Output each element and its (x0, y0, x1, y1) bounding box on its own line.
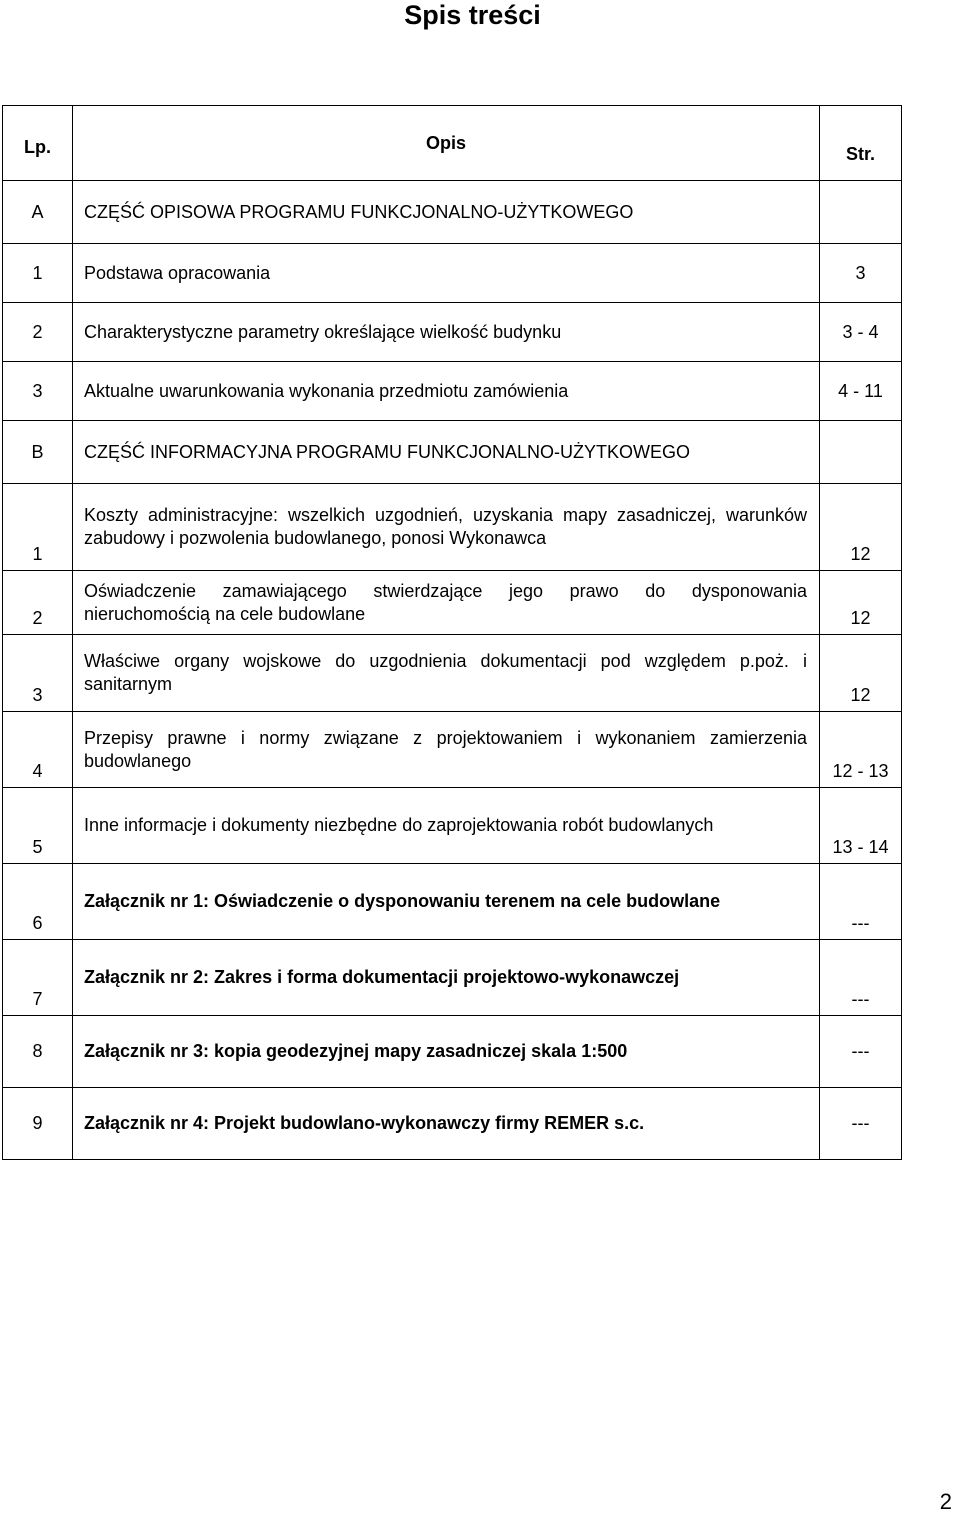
section-b-title: CZĘŚĆ INFORMACYJNA PROGRAMU FUNKCJONALNO-UŻYTKOWEGO (73, 421, 820, 484)
row-lp: 7 (3, 940, 73, 1016)
row-page: 12 - 13 (820, 712, 902, 788)
row-page: 12 (820, 571, 902, 635)
row-description: Oświadczenie zamawiającego stwierdzające jego prawo do dysponowania nieruchomością na cele budowlane (73, 571, 820, 635)
row-page: 3 - 4 (820, 303, 902, 362)
header-opis: Opis (73, 106, 820, 181)
row-lp: 2 (3, 303, 73, 362)
table-row (3, 484, 902, 571)
row-lp: 5 (3, 788, 73, 864)
row-page: 4 - 11 (820, 362, 902, 421)
section-b-lp: B (3, 421, 73, 484)
row-lp: 8 (3, 1016, 73, 1088)
row-lp: 3 (3, 362, 73, 421)
table-row (3, 362, 902, 421)
row-page: 3 (820, 244, 902, 303)
row-page: 13 - 14 (820, 788, 902, 864)
table-header-row (3, 106, 902, 181)
table-row (3, 788, 902, 864)
row-lp: 6 (3, 864, 73, 940)
row-description: Aktualne uwarunkowania wykonania przedmiotu zamówienia (73, 362, 820, 421)
row-description: Przepisy prawne i normy związane z projektowaniem i wykonaniem zamierzenia budowlanego (73, 712, 820, 788)
row-lp: 3 (3, 635, 73, 712)
row-lp: 9 (3, 1088, 73, 1160)
row-description: Podstawa opracowania (73, 244, 820, 303)
section-a-page (820, 181, 902, 244)
header-str: Str. (820, 106, 902, 181)
row-description: Koszty administracyjne: wszelkich uzgodnień, uzyskania mapy zasadniczej, warunków zabudowy i pozwolenia budowlanego, ponosi Wykonawca (73, 484, 820, 571)
row-description: Załącznik nr 1: Oświadczenie o dysponowaniu terenem na cele budowlane (73, 864, 820, 940)
table-row (3, 1016, 902, 1088)
row-description: Właściwe organy wojskowe do uzgodnienia dokumentacji pod względem p.poż. i sanitarnym (73, 635, 820, 712)
page-number: 2 (939, 1489, 952, 1514)
table-row (3, 244, 902, 303)
table-row (3, 635, 902, 712)
header-lp: Lp. (3, 106, 73, 181)
row-lp: 1 (3, 484, 73, 571)
row-lp: 4 (3, 712, 73, 788)
page-title: Spis treści (404, 0, 541, 30)
row-description: Charakterystyczne parametry określające wielkość budynku (73, 303, 820, 362)
row-page: --- (820, 1016, 902, 1088)
row-description: Inne informacje i dokumenty niezbędne do zaprojektowania robót budowlanych (73, 788, 820, 864)
row-description: Załącznik nr 4: Projekt budowlano-wykonawczy firmy REMER s.c. (73, 1088, 820, 1160)
row-description: Załącznik nr 3: kopia geodezyjnej mapy zasadniczej skala 1:500 (73, 1016, 820, 1088)
row-description: Załącznik nr 2: Zakres i forma dokumentacji projektowo-wykonawczej (73, 940, 820, 1016)
row-page: 12 (820, 635, 902, 712)
table-row (3, 940, 902, 1016)
row-page: --- (820, 940, 902, 1016)
row-page: --- (820, 1088, 902, 1160)
table-row (3, 303, 902, 362)
row-lp: 1 (3, 244, 73, 303)
row-page: --- (820, 864, 902, 940)
section-a-row (3, 181, 902, 244)
row-page: 12 (820, 484, 902, 571)
section-a-lp: A (3, 181, 73, 244)
table-row (3, 571, 902, 635)
section-b-row (3, 421, 902, 484)
table-of-contents (2, 105, 902, 1160)
table-row (3, 712, 902, 788)
table-row (3, 864, 902, 940)
row-lp: 2 (3, 571, 73, 635)
section-b-page (820, 421, 902, 484)
table-row (3, 1088, 902, 1160)
section-a-title: CZĘŚĆ OPISOWA PROGRAMU FUNKCJONALNO-UŻYTKOWEGO (73, 181, 820, 244)
